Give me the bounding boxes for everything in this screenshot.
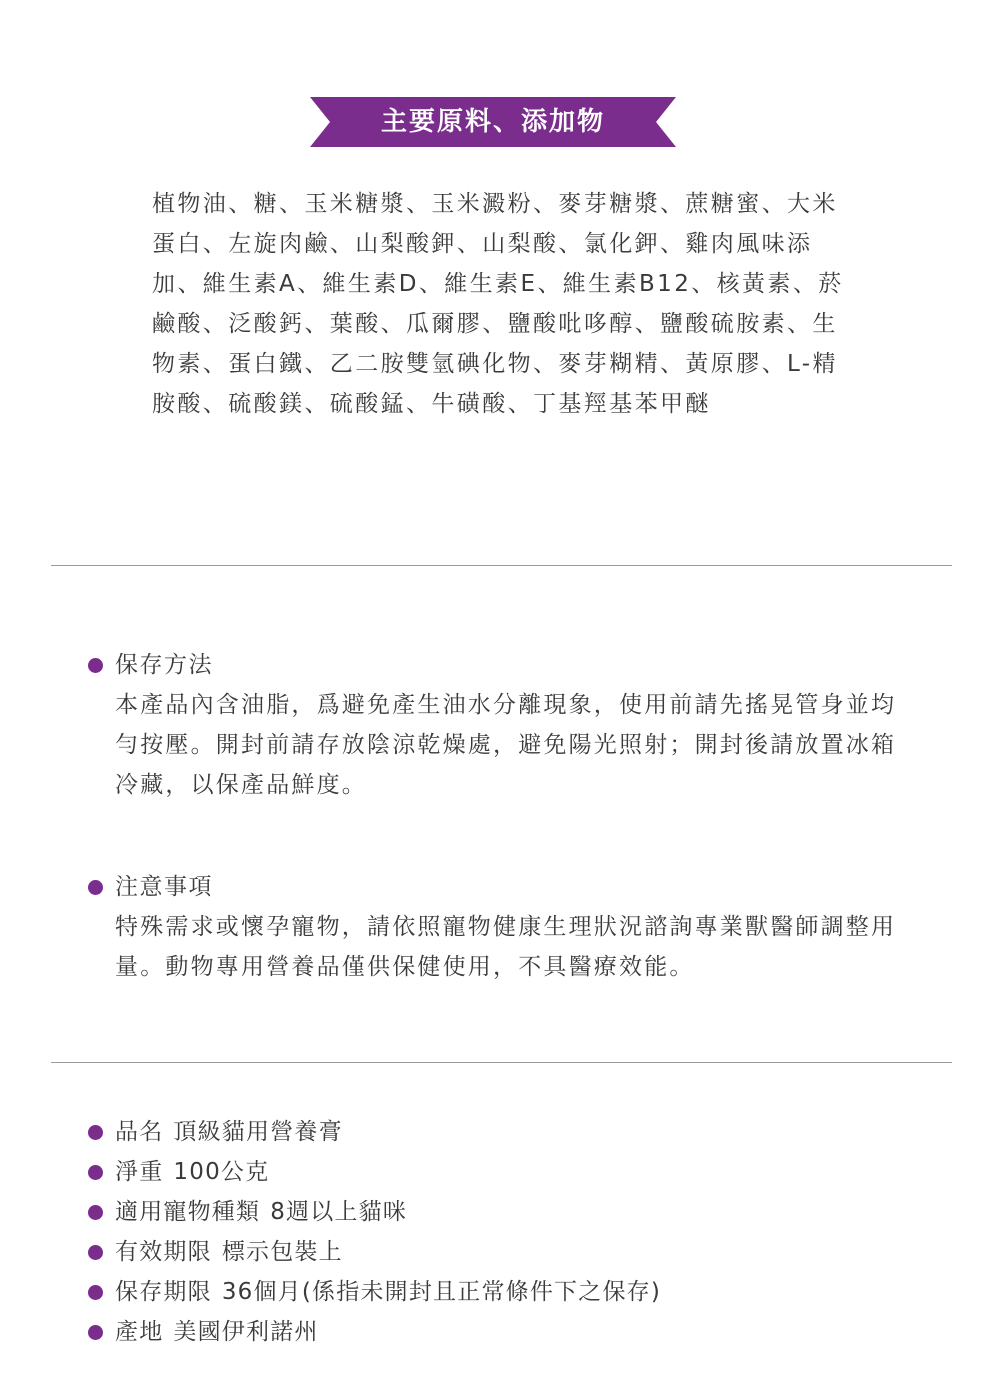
bullet-dot-icon [88,1245,103,1260]
spec-label: 保存期限 [115,1279,212,1305]
ingredients-list: 植物油、糖、玉米糖漿、玉米澱粉、麥芽糖漿、蔗糖蜜、大米蛋白、左旋肉鹼、山梨酸鉀、山梨酸、氯化鉀、雞肉風味添加、維生素A、維生素D、維生素E、維生素B12、核黃素、菸鹼酸、泛酸鈣、葉酸、瓜爾膠、鹽酸吡哆醇、鹽酸硫胺素、生物素、蛋白鐵、乙二胺雙氫碘化物、麥芽糊精、黃原膠、L-精胺酸、硫酸鎂、硫酸錳、牛磺酸、丁基羥基苯甲醚 [152,191,844,417]
divider [51,565,952,566]
bullet-dot-icon [88,658,103,673]
banner-title: 主要原料、添加物 [380,107,605,137]
notice-section [88,867,918,987]
storage-heading-row [88,645,918,685]
notice-heading: 注意事項 [115,874,213,900]
spec-value: 標示包裝上 [221,1239,343,1265]
bullet-dot-icon [88,1125,103,1140]
spec-label: 有效期限 [115,1239,212,1265]
spec-item-weight [88,1152,908,1192]
spec-value: 頂級貓用營養膏 [173,1119,343,1145]
bullet-dot-icon [88,1165,103,1180]
spec-label: 品名 [115,1119,164,1145]
spec-label: 適用寵物種類 [115,1199,261,1225]
spec-label: 產地 [115,1319,164,1345]
section-banner [310,97,676,147]
bullet-dot-icon [88,1205,103,1220]
notice-heading-row [88,867,918,907]
spec-value: 100公克 [173,1159,270,1185]
spec-item-expiry [88,1232,908,1272]
spec-value: 美國伊利諾州 [173,1319,319,1345]
bullet-dot-icon [88,1325,103,1340]
bullet-dot-icon [88,1285,103,1300]
spec-value: 36個月(係指未開封且正常條件下之保存) [221,1279,662,1305]
divider [51,1062,952,1063]
product-spec-list [88,1112,908,1352]
spec-item-shelf-life [88,1272,908,1312]
spec-item-pet-type [88,1192,908,1232]
storage-section [88,645,918,805]
spec-value: 8週以上貓咪 [270,1199,408,1225]
spec-item-name [88,1112,908,1152]
spec-label: 淨重 [115,1159,164,1185]
storage-heading: 保存方法 [115,652,213,678]
storage-body: 本產品內含油脂，爲避免產生油水分離現象，使用前請先搖晃管身並均勻按壓。開封前請存放陰涼乾燥處，避免陽光照射；開封後請放置冰箱冷藏，以保產品鮮度。 [115,692,897,798]
spec-item-origin [88,1312,908,1352]
notice-body: 特殊需求或懷孕寵物，請依照寵物健康生理狀況諮詢專業獸醫師調整用量。動物專用營養品僅供保健使用，不具醫療效能。 [115,914,897,980]
bullet-dot-icon [88,880,103,895]
